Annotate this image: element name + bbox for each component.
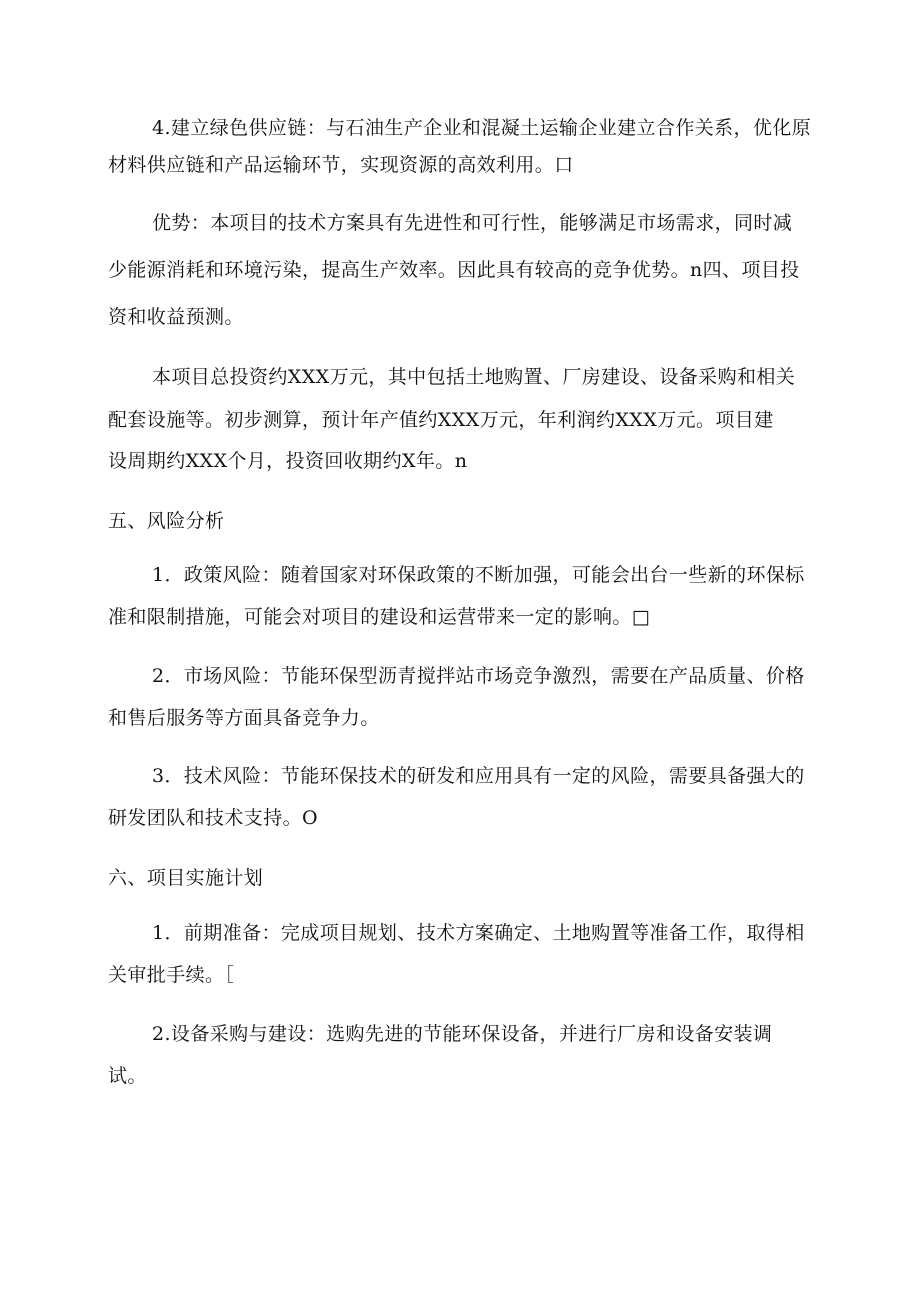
text-line: 少能源消耗和环境污染，提高生产效率。因此具有较高的竞争优势。n四、项目投 xyxy=(108,259,800,281)
text-line: 4.建立绿色供应链：与石油生产企业和混凝土运输企业建立合作关系，优化原 xyxy=(152,117,812,139)
text-line: 1．前期准备：完成项目规划、技术方案确定、土地购置等准备工作，取得相 xyxy=(152,922,805,944)
text-line: 关审批手续。［ xyxy=(108,964,235,986)
text-line: 2．市场风险：节能环保型沥青搅拌站市场竞争激烈，需要在产品质量、价格 xyxy=(152,665,805,687)
text-line: 优势：本项目的技术方案具有先进性和可行性，能够满足市场需求，同时减 xyxy=(152,212,793,234)
text-line: 2.设备采购与建设：选购先进的节能环保设备，并进行厂房和设备安装调 xyxy=(152,1023,773,1045)
text-line: 本项目总投资约XXX万元，其中包括土地购置、厂房建设、设备采购和相关 xyxy=(152,366,796,388)
section-heading: 六、项目实施计划 xyxy=(108,867,264,889)
text-line: 材料供应链和产品运输环节，实现资源的高效利用。口 xyxy=(108,154,574,176)
text-line: 准和限制措施，可能会对项目的建设和运营带来一定的影响。□ xyxy=(108,606,651,628)
text-line: 配套设施等。初步测算，预计年产值约XXX万元，年利润约XXX万元。项目建 xyxy=(108,409,774,431)
text-line: 和售后服务等方面具备竞争力。 xyxy=(108,707,380,729)
section-heading: 五、风险分析 xyxy=(108,510,225,532)
text-line: 试。 xyxy=(108,1065,147,1087)
text-line: 研发团队和技术支持。O xyxy=(108,807,318,829)
text-line: 1．政策风险：随着国家对环保政策的不断加强，可能会出台一些新的环保标 xyxy=(152,564,805,586)
text-line: 资和收益预测。 xyxy=(108,306,244,328)
text-line: 3．技术风险：节能环保技术的研发和应用具有一定的风险，需要具备强大的 xyxy=(152,765,805,787)
text-line: 设周期约XXX个月，投资回收期约X年。n xyxy=(108,450,468,472)
